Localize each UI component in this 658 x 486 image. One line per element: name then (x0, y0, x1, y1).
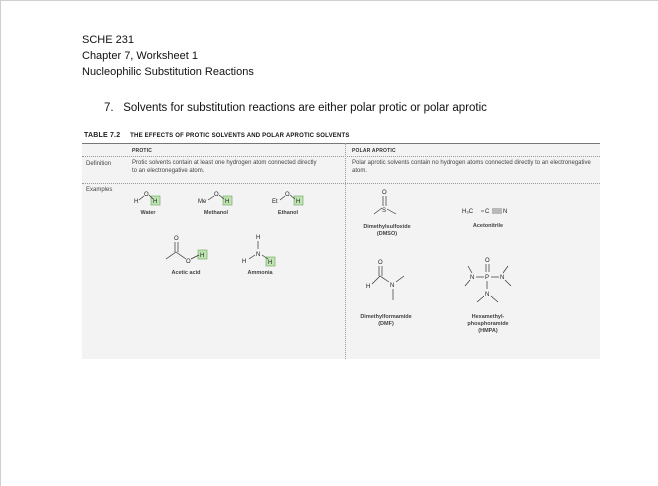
hmpa-structure (460, 254, 516, 306)
water-structure (132, 190, 168, 210)
svg-text:H: H (153, 199, 158, 205)
dmso-structure (366, 186, 406, 222)
svg-text:H₃C: H₃C (462, 209, 474, 215)
svg-text:H: H (200, 253, 205, 259)
row-label-definition: Definition (86, 161, 112, 167)
column-divider (345, 143, 346, 359)
svg-text:O: O (485, 258, 490, 264)
chapter-title: Chapter 7, Worksheet 1 (82, 50, 198, 62)
name-acetic-acid: Acetic acid (171, 270, 201, 276)
dmf-structure (362, 256, 410, 304)
svg-text:O: O (144, 192, 149, 198)
table-top-rule (82, 143, 600, 144)
svg-text:H: H (268, 260, 273, 266)
svg-text:O: O (382, 190, 387, 196)
name-ethanol: Ethanol (277, 210, 299, 216)
acetonitrile-structure (462, 204, 518, 218)
ammonia-structure (240, 232, 280, 268)
row-label-examples: Examples (86, 187, 113, 193)
column-header-protic: PROTIC (132, 148, 153, 154)
svg-text:N: N (503, 209, 508, 215)
svg-text:Me: Me (198, 199, 207, 205)
svg-text:N: N (485, 292, 490, 298)
svg-text:N: N (390, 283, 395, 289)
svg-text:C: C (485, 209, 490, 215)
svg-text:H: H (242, 259, 247, 265)
name-hmpa: Hexamethyl- phosphoramide (HMPA) (467, 314, 509, 334)
svg-text:H: H (256, 235, 261, 241)
name-dmso: Dimethylsulfoxide (DMSO) (363, 224, 411, 237)
svg-text:O: O (285, 192, 290, 198)
svg-text:P: P (485, 275, 490, 281)
name-methanol: Methanol (203, 210, 229, 216)
svg-text:N: N (470, 275, 475, 281)
definition-rule (82, 183, 600, 184)
name-ammonia: Ammonia (247, 270, 273, 276)
svg-text:H: H (134, 199, 139, 205)
page-border-top (0, 0, 658, 1)
question-7 (104, 102, 487, 114)
svg-text:N: N (500, 275, 505, 281)
svg-text:O: O (174, 236, 179, 242)
column-header-aprotic: POLAR APROTIC (352, 148, 396, 154)
table-title (84, 132, 350, 139)
page-border-left (0, 0, 1, 486)
course-code: SCHE 231 (82, 34, 134, 46)
definition-protic: Protic solvents contain at least one hydrogen atom connected directly to an electronegative atom. (132, 160, 317, 174)
svg-text:H: H (225, 199, 230, 205)
name-water: Water (140, 210, 156, 216)
definition-aprotic: Polar aprotic solvents contain no hydrogen atoms connected directly to an electronegative atom. (352, 160, 591, 174)
ethanol-structure (270, 190, 310, 210)
name-dmf: Dimethylformamide (DMF) (360, 314, 412, 327)
methanol-structure (198, 190, 238, 210)
svg-text:O: O (214, 192, 219, 198)
table-number: TABLE 7.2 (84, 132, 121, 139)
header-rule (82, 156, 600, 157)
question-number: 7. (104, 102, 114, 114)
svg-text:H: H (366, 284, 371, 290)
name-acetonitrile: Acetonitrile (472, 223, 504, 229)
svg-text:S: S (382, 208, 387, 214)
document-header (82, 32, 254, 80)
svg-text:Et: Et (272, 199, 278, 205)
question-text: Solvents for substitution reactions are either polar protic or polar aprotic (123, 102, 487, 114)
svg-text:O: O (186, 259, 191, 265)
table-name: THE EFFECTS OF PROTIC SOLVENTS AND POLAR APROTIC SOLVENTS (130, 133, 350, 139)
topic-title: Nucleophilic Substitution Reactions (82, 66, 254, 78)
svg-text:H: H (296, 199, 301, 205)
acetic-acid-structure (160, 234, 216, 268)
svg-text:O: O (378, 260, 383, 266)
svg-text:N: N (256, 252, 261, 258)
